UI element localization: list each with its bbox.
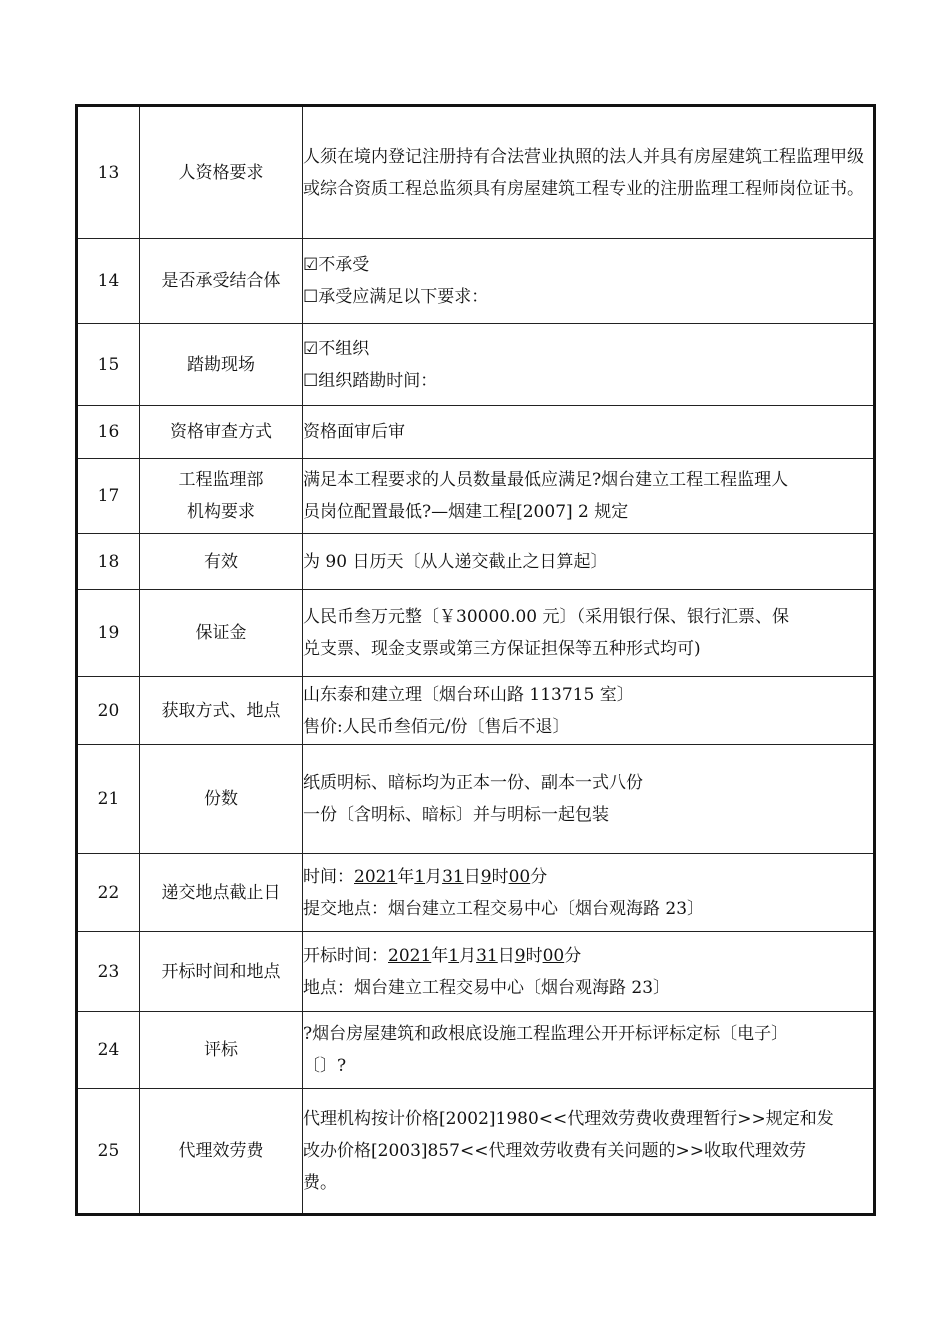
checkbox-option-unchecked: ☐组织踏勘时间： xyxy=(303,370,438,391)
row-number: 16 xyxy=(77,406,140,459)
row-number: 14 xyxy=(77,239,140,324)
checkbox-option-unchecked: ☐承受应满足以下要求： xyxy=(303,287,489,307)
minute-value: 00 xyxy=(508,866,531,887)
row-content xyxy=(303,745,875,854)
year-value: 2021 xyxy=(388,945,432,966)
day-value: 31 xyxy=(442,866,464,887)
table-row xyxy=(77,932,875,1012)
year-value: 2021 xyxy=(354,866,398,887)
row-label: 评标 xyxy=(140,1012,303,1089)
table-row xyxy=(77,406,875,459)
row-label: 份数 xyxy=(140,745,303,854)
table-row xyxy=(77,459,875,534)
day-unit: 日 xyxy=(497,945,515,966)
content-line: 资格面审后审 xyxy=(303,422,405,442)
table-row xyxy=(77,590,875,677)
hour-value: 9 xyxy=(514,945,526,966)
row-content xyxy=(303,324,875,406)
row-number: 20 xyxy=(77,677,140,745)
row-number: 23 xyxy=(77,932,140,1012)
row-number: 18 xyxy=(77,534,140,590)
row-content xyxy=(303,590,875,677)
table-row xyxy=(77,854,875,932)
content-line: 〔〕? xyxy=(303,1056,347,1076)
hour-unit: 时 xyxy=(525,945,543,966)
content-text: 人须在境内登记注册持有合法营业执照的法人并具有房屋建筑工程监理甲级或综合资质工程总监须具有房屋建筑工程专业的注册监理工程师岗位证书。 xyxy=(303,146,864,199)
year-unit: 年 xyxy=(431,945,449,966)
row-number: 25 xyxy=(77,1089,140,1215)
content-line: ?烟台房屋建筑和政根底设施工程监理公开开标评标定标〔电子〕 xyxy=(303,1024,789,1044)
row-content xyxy=(303,106,875,239)
table-row xyxy=(77,677,875,745)
row-content xyxy=(303,1012,875,1089)
opening-place: 地点：烟台建立工程交易中心〔烟台观海路 23〕 xyxy=(303,977,671,998)
row-label-line: 机构要求 xyxy=(187,502,255,522)
time-prefix: 开标时间： xyxy=(303,945,388,966)
row-number: 13 xyxy=(77,106,140,239)
row-number: 15 xyxy=(77,324,140,406)
content-line: 代理机构按计价格[2002]1980<<代理效劳费收费理暂行>>规定和发 xyxy=(303,1109,834,1129)
row-content xyxy=(303,534,875,590)
table-row xyxy=(77,1089,875,1215)
content-line: 售价:人民币叁佰元/份〔售后不退〕 xyxy=(303,716,570,737)
hour-unit: 时 xyxy=(491,866,509,887)
row-content xyxy=(303,239,875,324)
minute-unit: 分 xyxy=(564,945,582,966)
table-row xyxy=(77,239,875,324)
row-content xyxy=(303,932,875,1012)
month-value: 1 xyxy=(448,945,460,966)
content-line: 为 90 日历天〔从人递交截止之日算起〕 xyxy=(303,551,608,572)
requirements-table xyxy=(75,104,876,1216)
submission-place: 提交地点：烟台建立工程交易中心〔烟台观海路 23〕 xyxy=(303,898,705,919)
row-label: 有效 xyxy=(140,534,303,590)
row-number: 22 xyxy=(77,854,140,932)
month-unit: 月 xyxy=(425,866,443,887)
content-line: 人民币叁万元整〔￥30000.00 元〕（采用银行保、银行汇票、保 xyxy=(303,607,790,627)
row-content xyxy=(303,1089,875,1215)
time-prefix: 时间： xyxy=(303,866,354,887)
minute-unit: 分 xyxy=(530,866,548,887)
row-label: 踏勘现场 xyxy=(140,324,303,406)
year-unit: 年 xyxy=(397,866,415,887)
table-row xyxy=(77,745,875,854)
checkbox-option-checked: ☑不承受 xyxy=(303,255,370,275)
content-line: 一份〔含明标、暗标〕并与明标一起包装 xyxy=(303,805,609,825)
row-content xyxy=(303,854,875,932)
checkbox-option-checked: ☑不组织 xyxy=(303,338,370,359)
row-label: 是否承受结合体 xyxy=(140,239,303,324)
row-label: 代理效劳费 xyxy=(140,1089,303,1215)
row-label xyxy=(140,459,303,534)
row-label-line: 工程监理部 xyxy=(178,470,264,490)
deadline-time xyxy=(303,861,873,893)
row-label: 递交地点截止日 xyxy=(140,854,303,932)
minute-value: 00 xyxy=(542,945,565,966)
row-label: 资格审查方式 xyxy=(140,406,303,459)
content-line: 改办价格[2003]857<<代理效劳收费有关问题的>>收取代理效劳 xyxy=(303,1141,806,1161)
content-line: 费。 xyxy=(303,1173,337,1193)
row-label: 保证金 xyxy=(140,590,303,677)
content-line: 员岗位配置最低?—烟建工程[2007] 2 规定 xyxy=(303,502,629,522)
row-number: 21 xyxy=(77,745,140,854)
table-row xyxy=(77,324,875,406)
day-unit: 日 xyxy=(463,866,481,887)
month-value: 1 xyxy=(414,866,426,887)
content-line: 满足本工程要求的人员数量最低应满足?烟台建立工程工程监理人 xyxy=(303,470,789,490)
table-row xyxy=(77,534,875,590)
opening-time xyxy=(303,940,873,972)
row-number: 19 xyxy=(77,590,140,677)
row-label: 开标时间和地点 xyxy=(140,932,303,1012)
table-row xyxy=(77,1012,875,1089)
row-number: 17 xyxy=(77,459,140,534)
table-row xyxy=(77,106,875,239)
month-unit: 月 xyxy=(459,945,477,966)
content-line: 山东泰和建立理〔烟台环山路 113715 室〕 xyxy=(303,684,634,705)
content-line: 兑支票、现金支票或第三方保证担保等五种形式均可) xyxy=(303,639,701,659)
row-label: 获取方式、地点 xyxy=(140,677,303,745)
hour-value: 9 xyxy=(480,866,492,887)
row-label: 人资格要求 xyxy=(140,106,303,239)
row-content xyxy=(303,677,875,745)
content-line: 纸质明标、暗标均为正本一份、副本一式八份 xyxy=(303,773,643,793)
row-number: 24 xyxy=(77,1012,140,1089)
row-content xyxy=(303,406,875,459)
day-value: 31 xyxy=(476,945,498,966)
row-content xyxy=(303,459,875,534)
